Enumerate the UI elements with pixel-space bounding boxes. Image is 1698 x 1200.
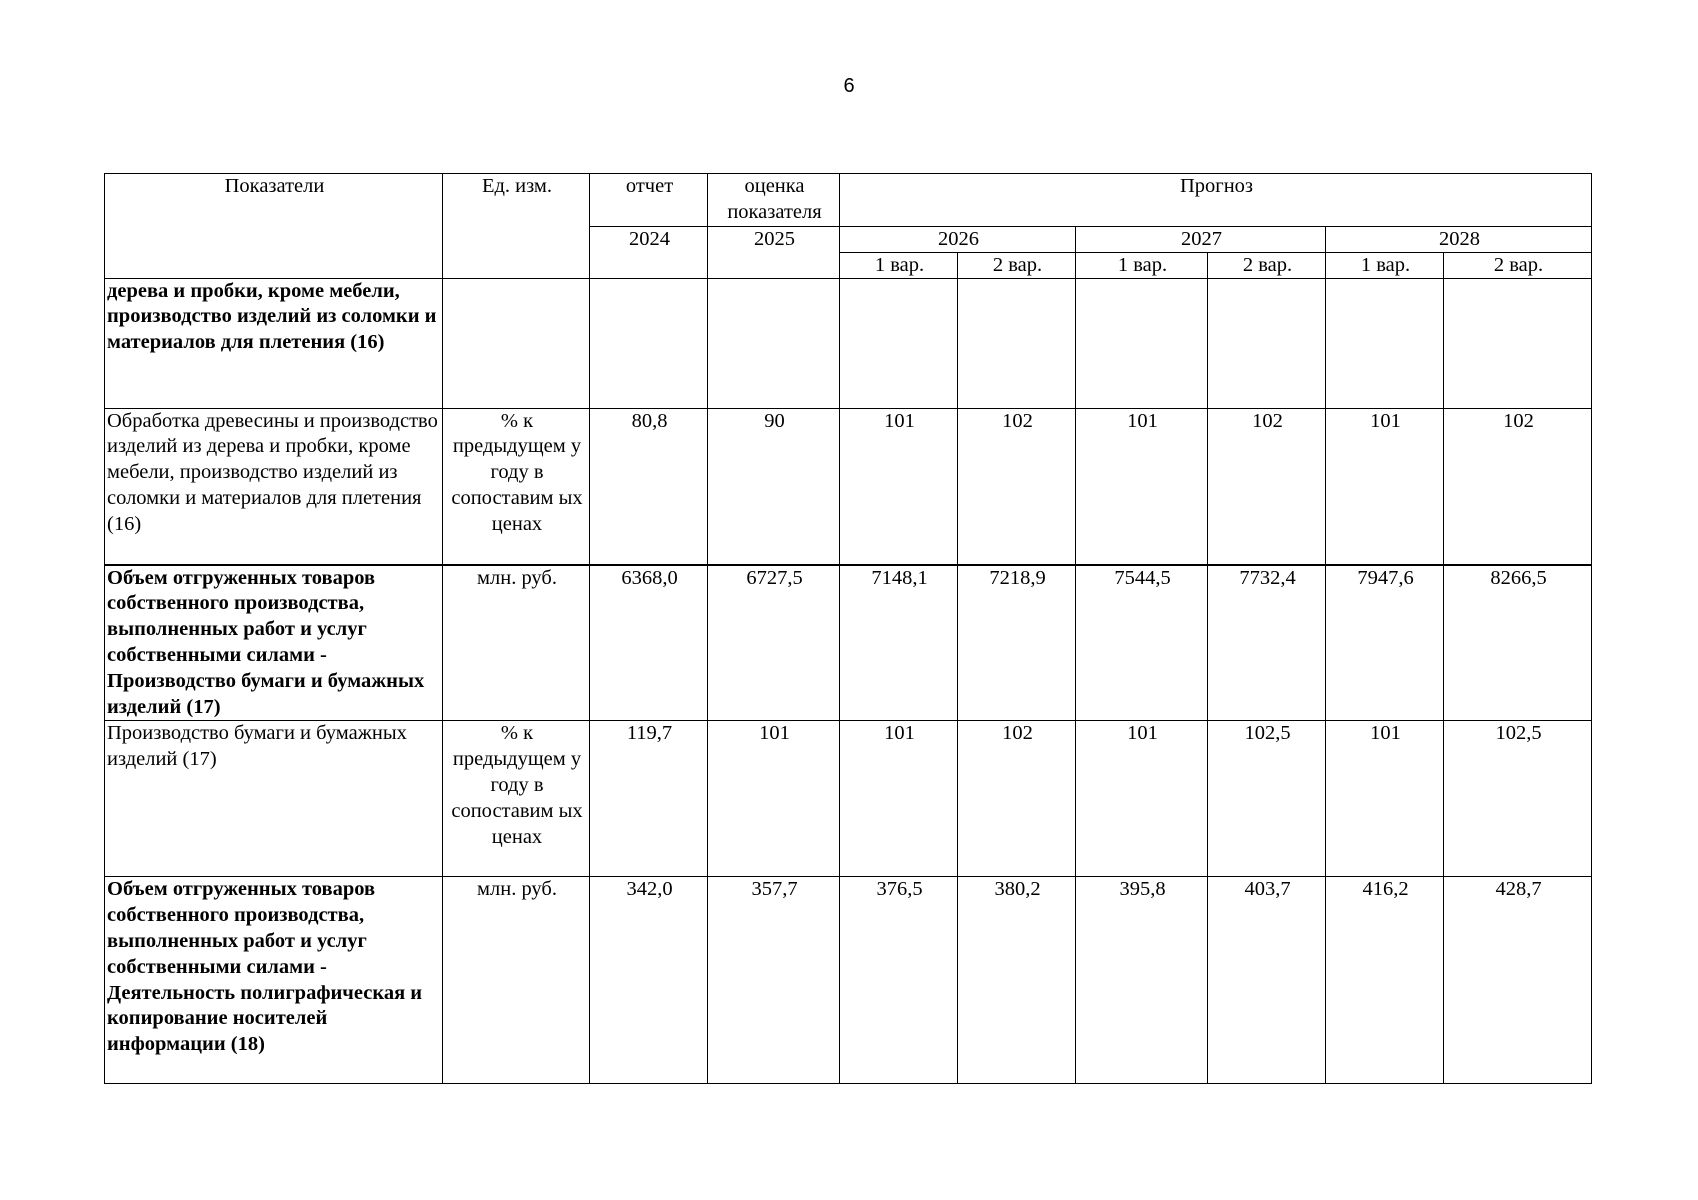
value-2028-var1: 416,2 — [1326, 877, 1444, 1084]
header-year-2025: 2025 — [708, 226, 840, 278]
value-2024: 119,7 — [590, 721, 708, 877]
header-2027-var1: 1 вар. — [1076, 252, 1208, 278]
value-2027-var1: 101 — [1076, 408, 1208, 565]
value-2027-var2: 102,5 — [1208, 721, 1326, 877]
table-row — [105, 408, 1592, 565]
value-2026-var1: 7148,1 — [840, 565, 958, 721]
value-2028-var2 — [1444, 278, 1592, 408]
value-2028-var1: 7947,6 — [1326, 565, 1444, 721]
row-indicator-name: Объем отгруженных товаров собственного производства, выполненных работ и услуг собственными силами - Деятельность полиграфическая и копирование носителей информации (18) — [105, 877, 443, 1084]
value-2027-var1: 395,8 — [1076, 877, 1208, 1084]
value-2025: 101 — [708, 721, 840, 877]
forecast-table — [104, 173, 1592, 1084]
value-2028-var1: 101 — [1326, 408, 1444, 565]
value-2025 — [708, 278, 840, 408]
value-2028-var1: 101 — [1326, 721, 1444, 877]
value-2028-var2: 428,7 — [1444, 877, 1592, 1084]
header-year-2026: 2026 — [840, 226, 1076, 252]
row-indicator-name: Обработка древесины и производство изделий из дерева и пробки, кроме мебели, производство изделий из соломки и материалов для плетения (16) — [105, 408, 443, 565]
header-forecast: Прогноз — [840, 174, 1592, 227]
header-indicators: Показатели — [105, 174, 443, 279]
value-2025: 357,7 — [708, 877, 840, 1084]
value-2025: 90 — [708, 408, 840, 565]
header-unit: Ед. изм. — [443, 174, 590, 279]
value-2024: 342,0 — [590, 877, 708, 1084]
value-2028-var2: 102 — [1444, 408, 1592, 565]
value-2024: 6368,0 — [590, 565, 708, 721]
value-2027-var2 — [1208, 278, 1326, 408]
header-year-2028: 2028 — [1326, 226, 1592, 252]
value-2027-var1: 7544,5 — [1076, 565, 1208, 721]
value-2026-var2 — [958, 278, 1076, 408]
value-2027-var2: 403,7 — [1208, 877, 1326, 1084]
header-2028-var1: 1 вар. — [1326, 252, 1444, 278]
value-2027-var1 — [1076, 278, 1208, 408]
header-2027-var2: 2 вар. — [1208, 252, 1326, 278]
header-year-2027: 2027 — [1076, 226, 1326, 252]
value-2025: 6727,5 — [708, 565, 840, 721]
value-2026-var1 — [840, 278, 958, 408]
value-2026-var2: 7218,9 — [958, 565, 1076, 721]
row-unit: млн. руб. — [443, 565, 590, 721]
header-year-2024: 2024 — [590, 226, 708, 278]
table-row — [105, 278, 1592, 408]
page-number: 6 — [843, 75, 855, 97]
value-2024: 80,8 — [590, 408, 708, 565]
header-report: отчет — [590, 174, 708, 227]
row-indicator-name: дерева и пробки, кроме мебели, производство изделий из соломки и материалов для плетения (16) — [105, 278, 443, 408]
value-2028-var1 — [1326, 278, 1444, 408]
value-2027-var2: 102 — [1208, 408, 1326, 565]
row-unit: % к предыдущем у году в сопоставим ых ценах — [443, 721, 590, 877]
header-row-1 — [105, 174, 1592, 227]
value-2026-var2: 102 — [958, 408, 1076, 565]
value-2026-var2: 380,2 — [958, 877, 1076, 1084]
table-row — [105, 877, 1592, 1084]
value-2026-var2: 102 — [958, 721, 1076, 877]
row-indicator-name: Производство бумаги и бумажных изделий (17) — [105, 721, 443, 877]
value-2028-var2: 8266,5 — [1444, 565, 1592, 721]
row-indicator-name: Объем отгруженных товаров собственного производства, выполненных работ и услуг собственными силами - Производство бумаги и бумажных изделий (17) — [105, 565, 443, 721]
row-unit: млн. руб. — [443, 877, 590, 1084]
header-estimate: оценка показателя — [708, 174, 840, 227]
value-2024 — [590, 278, 708, 408]
header-2026-var2: 2 вар. — [958, 252, 1076, 278]
value-2027-var1: 101 — [1076, 721, 1208, 877]
table-row — [105, 721, 1592, 877]
header-2026-var1: 1 вар. — [840, 252, 958, 278]
value-2028-var2: 102,5 — [1444, 721, 1592, 877]
table-row — [105, 565, 1592, 721]
value-2026-var1: 101 — [840, 408, 958, 565]
row-unit: % к предыдущем у году в сопоставим ых ценах — [443, 408, 590, 565]
value-2027-var2: 7732,4 — [1208, 565, 1326, 721]
row-unit — [443, 278, 590, 408]
value-2026-var1: 376,5 — [840, 877, 958, 1084]
value-2026-var1: 101 — [840, 721, 958, 877]
header-2028-var2: 2 вар. — [1444, 252, 1592, 278]
